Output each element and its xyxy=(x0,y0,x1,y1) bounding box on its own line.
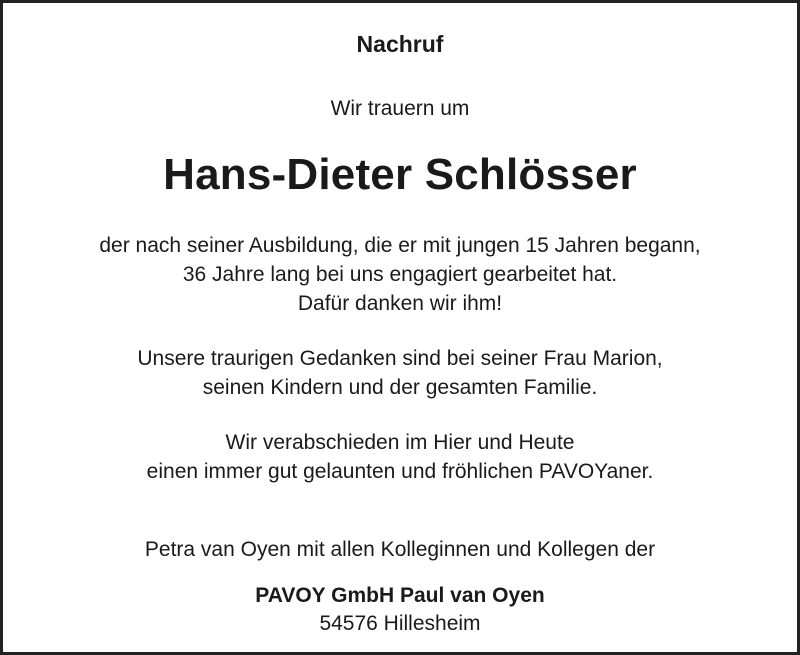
condolence-paragraph xyxy=(3,344,797,402)
farewell-paragraph xyxy=(3,428,797,486)
condolence-line: seinen Kindern und der gesamten Familie. xyxy=(202,376,598,399)
condolence-line: Unsere traurigen Gedanken sind bei seiner Frau Marion, xyxy=(137,347,663,370)
sender-line: Petra van Oyen mit allen Kolleginnen und Kollegen der xyxy=(144,538,656,561)
company-address: 54576 Hillesheim xyxy=(319,612,481,635)
tribute-line: der nach seiner Ausbildung, die er mit jungen 15 Jahren begann, xyxy=(99,234,701,257)
notice-heading: Nachruf xyxy=(356,31,444,57)
farewell-line: Wir verabschieden im Hier und Heute xyxy=(225,431,575,454)
farewell-line: einen immer gut gelaunten und fröhlichen PAVOYaner. xyxy=(146,460,654,483)
deceased-name: Hans-Dieter Schlösser xyxy=(163,150,637,199)
intro-line: Wir trauern um xyxy=(330,97,470,120)
tribute-line: Dafür danken wir ihm! xyxy=(297,292,503,315)
company-name: PAVOY GmbH Paul van Oyen xyxy=(255,584,545,607)
tribute-line: 36 Jahre lang bei uns engagiert gearbeitet hat. xyxy=(182,263,618,286)
tribute-paragraph xyxy=(3,231,797,318)
